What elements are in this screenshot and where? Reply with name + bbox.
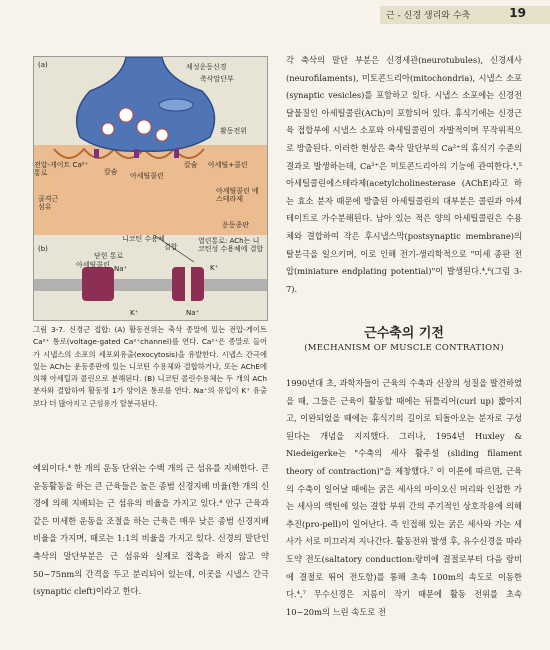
right-column-top-text: 각 축삭의 말단 부분은 신경세관(neurotubules), 신경세사(neurofilaments), 미토콘드리아(mitochondria), 시냅스 소포(synaptic vesicles)를 포함하고 있다. 시냅스 소포에는 신경전달물질인 아세틸콜린(ACh)이 포함되어 있다. 휴식기에는 신경근육 접합부에 시냅스 소포와 아세틸콜린이 자발적이며 무작위적으로 방출된다. 이러한 현상은 축삭 말단부의 Ca²⁺의 휴식기 수준의 결과로 발생하는데, Ca²⁺은 미토콘드리아의 기능에 관여한다.⁴,⁵ 아세틸콜린에스테라제(acetylcholinesterase (AChE)라고 하는 효소 분자 때문에 방출된 아세틸콜린의 대부분은 콜린과 아세테이트로 가수분해된다. 남아 있는 적은 양의 아세틸콜린은 수용체와 결합하여 작은 후시냅스막(postsynaptic membrane)의 탈분극을 일으키며, 이로 인해 전기-생리학적으로 "미세 종판 전압(miniature endplating potential)"이 발생된다.⁴,⁶(그림 3-7).: [286, 55, 522, 294]
label-ach: 아세틸콜린: [130, 172, 164, 180]
synaptic-vesicle: [102, 123, 114, 135]
running-header: 근 - 신경 생리와 수축: [386, 11, 471, 21]
synaptic-vesicle: [156, 129, 168, 141]
label-ach-choline: 아세틸+콜린: [208, 161, 248, 169]
closed-channel-shape: [82, 267, 114, 301]
left-column-text: 예외이다.⁴ 한 개의 운동 단위는 수백 개의 근 섬유를 지배한다. 큰 운동활동을 하는 큰 근육들은 높은 종범 신경지배 비율(한 개의 신경에 의해 지배되는 근 섬유의 비율을 가지고 있다.⁴ 안구 근육과 같은 미세한 운동을 조절을 하는 근육은 매우 낮은 종범 신경지배 비율을 가지며, 때로는 1:1의 비율을 가지고 있다. 신경의 말단인 축삭의 말단부분은 근 섬유와 실제로 접촉을 하지 않고 약 50~75nm의 간격을 두고 분리되어 있는데, 이곳을 시냅스 간극(synaptic cleft)이라고 한다.: [33, 463, 269, 597]
label-closed-channel: 닫힌 통로: [94, 252, 124, 260]
panel-a-label: (a): [38, 61, 48, 69]
label-open-channel: 열린통로: ACh는 니코틴성 수용체에 결합: [198, 237, 264, 254]
open-channel-pore: [185, 267, 191, 301]
label-calcium-2: 칼슘: [184, 161, 198, 169]
label-na-top: Na⁺: [114, 265, 128, 273]
label-axon-terminal: 축삭말단부: [200, 75, 234, 83]
label-calcium-1: 칼슘: [104, 168, 118, 176]
label-channel: 전압-게이트 Ca²⁺ 통로: [34, 161, 89, 178]
mitochondrion: [159, 99, 193, 111]
synaptic-vesicle: [119, 108, 133, 122]
label-k-bottom: K⁺: [130, 309, 139, 317]
panel-b-label: (b): [38, 245, 48, 253]
membrane-b: [34, 279, 267, 291]
receptor-mark: [174, 149, 179, 158]
synaptic-vesicle: [137, 120, 151, 134]
receptor-mark: [94, 149, 99, 158]
label-k-top: K⁺: [210, 264, 219, 272]
label-ach-2: 아세틸콜린: [76, 261, 110, 269]
section-subtitle: (MECHANISM OF MUSCLE CONTRATION): [304, 343, 504, 353]
receptor-mark: [134, 149, 139, 158]
right-column-bottom-text: 1990년대 초, 과학자들이 근육의 수축과 신장의 성질을 발견하였을 때, 그들은 근육이 활동할 때에는 뒤틀리어(curl up) 짧아지고, 이완되었을 때에는 휴식기의 길이로 되돌아오는 분자로 구성된다는 개념을 지지했다. 그러나, 1954년 Huxley & Niedeigerke는 "수축의 세사 활주설 (sliding filament theory of contraction)"을 제창했다.⁷ 이 이론에 따르면, 근육의 수축이 일어날 때에는 굵은 세사의 마이오신 머리와 인접한 가는 세사의 액틴에 있는 결합 부위 간의 주기적인 상호작용에 의해 추진(pro-pell)이 일어난다. 즉 인접해 있는 굵은 세사와 가는 세사가 서로 미끄러져 지나간다. 활동전위 발생 후, 유수신경을 따라 도약 전도(saltatory conduction:랑비에 결절로부터 다음 랑비에 결절로 뛰어 전도함)를 통해 초속 100m의 속도로 이동한다.⁴,⁷ 무수신경은 지름이 작기 때문에 활동 전위를 초속 10~20m의 느린 속도로 전: [286, 378, 522, 617]
label-ach-binding: 결합: [164, 243, 178, 251]
label-motor-endplate: 운동종판: [222, 221, 250, 229]
axon-terminal-shape: [77, 57, 215, 151]
figure-3-7: [33, 56, 268, 321]
label-ache: 아세틸콜린 에스테라제: [216, 187, 259, 204]
page-number: 19: [509, 6, 526, 20]
figure-caption: 그림 3-7. 신경근 접합: (A) 활동전위는 축삭 종말에 있는 전압-게이트 Ca²⁺ 통로(voltage-gated Ca²⁺channel)를 연다. Ca²⁺은 종말로 들어가 시냅스의 소포의 세포외유출(exocytosis)을 유발한다. 시냅스 간극에 있는 ACh는 운동종판에 있는 니코틴 수용체와 결합하거나, 또는 AChE에 의해 아세틸과 콜린으로 분해된다. (B) 니코틴 콜린수용체는 두 개의 ACh 분자와 결합하여 활동정 1가 양이온 통로를 연다. Na⁺의 유입이 K⁺ 유출보다 더 많아지고 근섬유가 탈분극된다.: [33, 325, 267, 408]
section-title: 근수축의 기전: [364, 326, 444, 341]
label-na-bottom: Na⁺: [186, 309, 200, 317]
label-nerve-terminal: 체성운동신경: [186, 63, 227, 71]
label-action-potential: 활동전위: [220, 127, 248, 135]
label-muscle-fiber: 골격근 섬유: [38, 195, 59, 212]
label-nicotinic-receptor: 니코틴 수용체: [122, 235, 165, 243]
